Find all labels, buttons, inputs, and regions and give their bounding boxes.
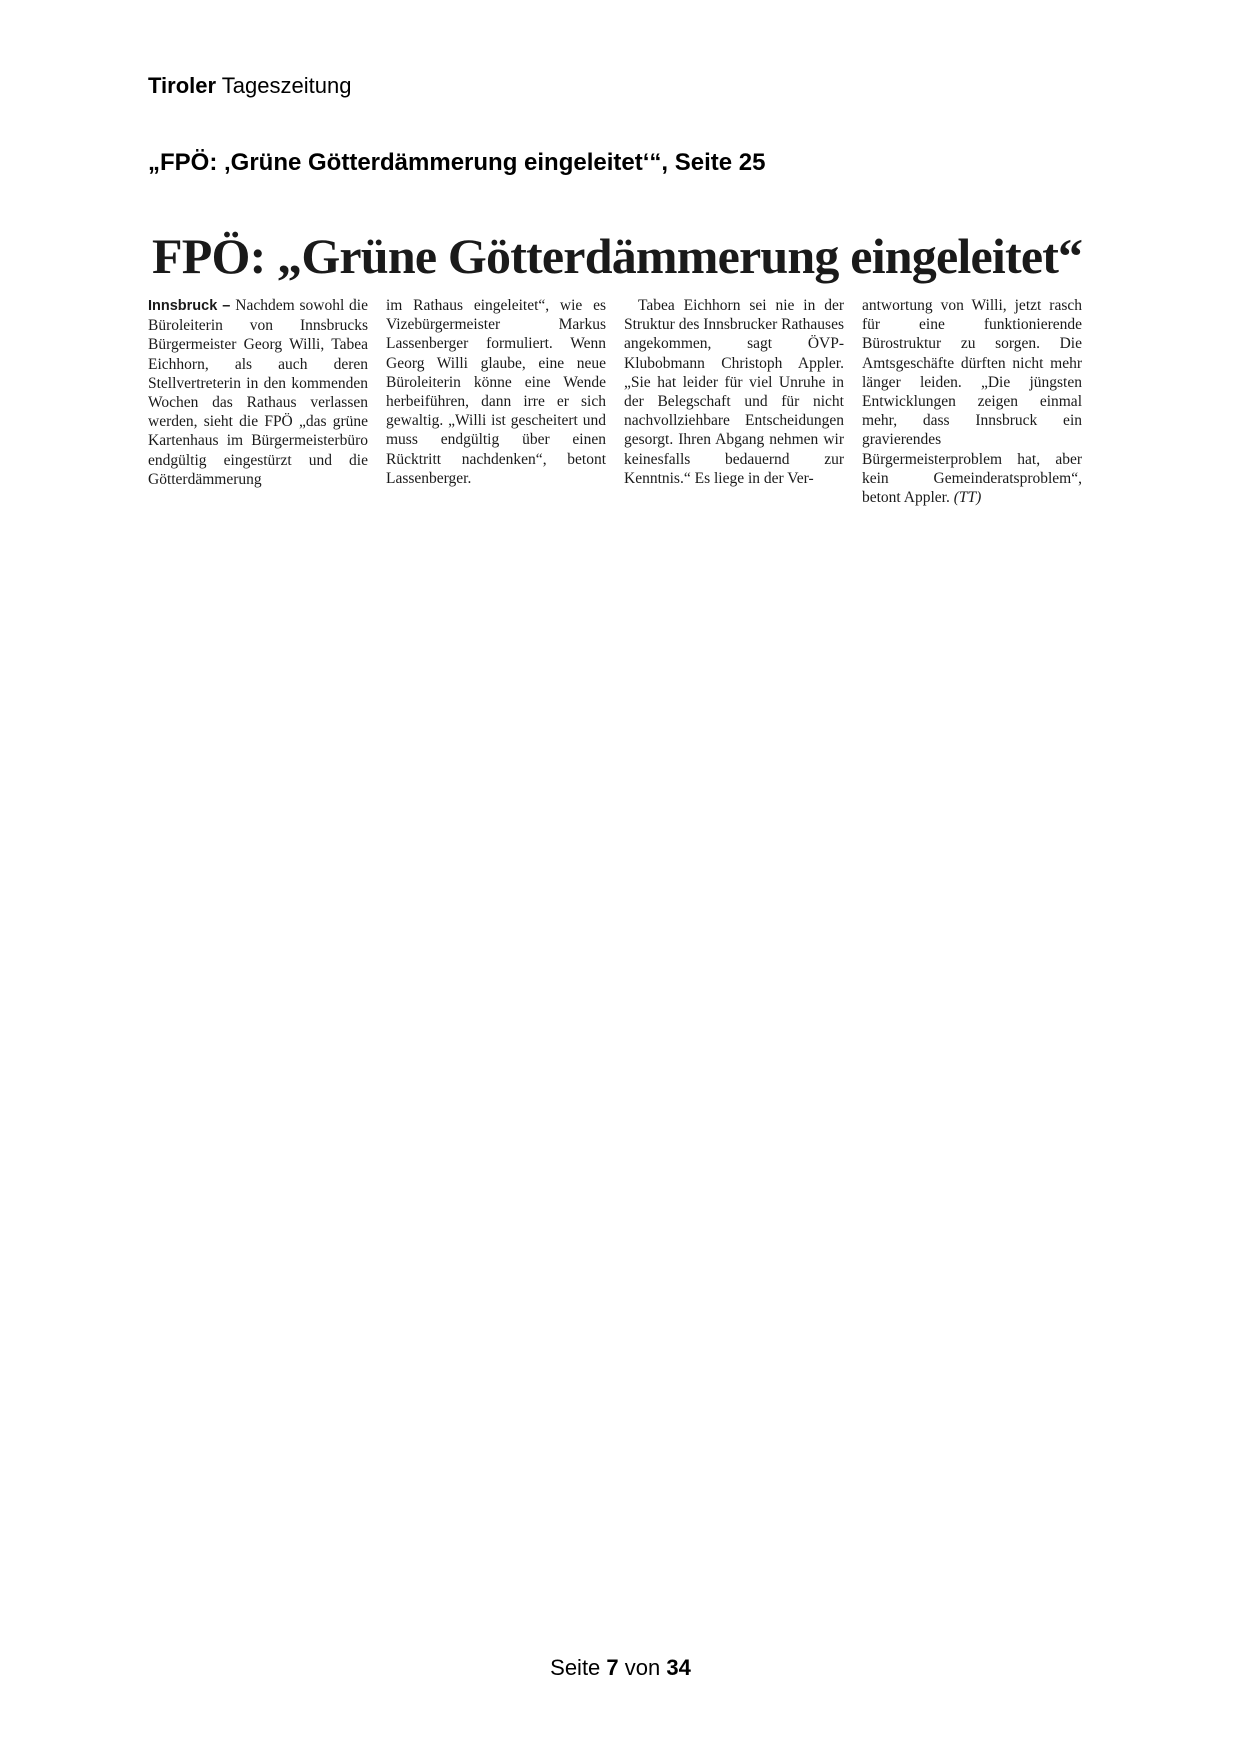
- article-column-3-text: Tabea Eichhorn sei nie in der Struktur des Innsbrucker Rathauses angekommen, sagt ÖVP-Klubobmann Christoph Appler. „Sie hat leider für viel Unruhe in der Belegschaft und für nicht nachvollziehbare Entscheidungen gesorgt. Ihren Abgang nehmen wir keinesfalls bedauernd zur Kenntnis.“ Es liege in der Ver-: [624, 297, 844, 487]
- article-column-1-text: Nachdem sowohl die Büroleiterin von Innsbrucks Bürgermeister Georg Willi, Tabea Eichhorn, als auch deren Stellvertreterin in den kommenden Wochen das Rathaus verlassen werden, sieht die FPÖ „das grüne Kartenhaus im Bürgermeisterbüro endgültig eingestürzt und die Götterdämmerung: [148, 297, 368, 488]
- publication-name-rest: Tageszeitung: [216, 73, 352, 98]
- article-column-4-text: antwortung von Willi, jetzt rasch für eine funktionierende Bürostruktur zu sorgen. Die Amtsgeschäfte dürften nicht mehr länger leiden. „Die jüngsten Entwicklungen zeigen einmal mehr, dass Innsbruck ein gravierendes Bürgermeisterproblem hat, aber kein Gemeinderatsproblem“, betont Appler.: [862, 297, 1082, 507]
- article-column-2: [386, 296, 606, 507]
- current-page-number: 7: [606, 1655, 619, 1680]
- article-column-4: [862, 296, 1082, 507]
- article-column-1: [148, 296, 368, 507]
- newspaper-clipping: [148, 226, 1083, 507]
- article-column-3: [624, 296, 844, 507]
- article-signature: (TT): [953, 489, 982, 507]
- article-dateline: Innsbruck –: [148, 298, 236, 314]
- article-column-2-text: im Rathaus eingeleitet“, wie es Vizebürgermeister Markus Lassenberger formuliert. Wenn Georg Willi glaube, eine neue Büroleiterin könne eine Wende herbeiführen, dann irre er sich gewaltig. „Willi ist gescheitert und muss endgültig über einen Rücktritt nachdenken“, betont Lassenberger.: [386, 297, 606, 487]
- footer-prefix: Seite: [550, 1655, 607, 1680]
- footer-middle: von: [618, 1655, 667, 1680]
- publication-name: [148, 72, 351, 100]
- article-headline: FPÖ: „Grüne Götterdämmerung eingeleitet“: [152, 228, 1083, 284]
- article-reference-title: „FPÖ: ‚Grüne Götterdämmerung eingeleitet‘“, Seite 25: [148, 149, 766, 176]
- page-footer: [0, 1654, 1241, 1682]
- total-page-count: 34: [666, 1655, 691, 1680]
- article-columns: [148, 296, 1083, 507]
- publication-name-bold: Tiroler: [148, 73, 217, 98]
